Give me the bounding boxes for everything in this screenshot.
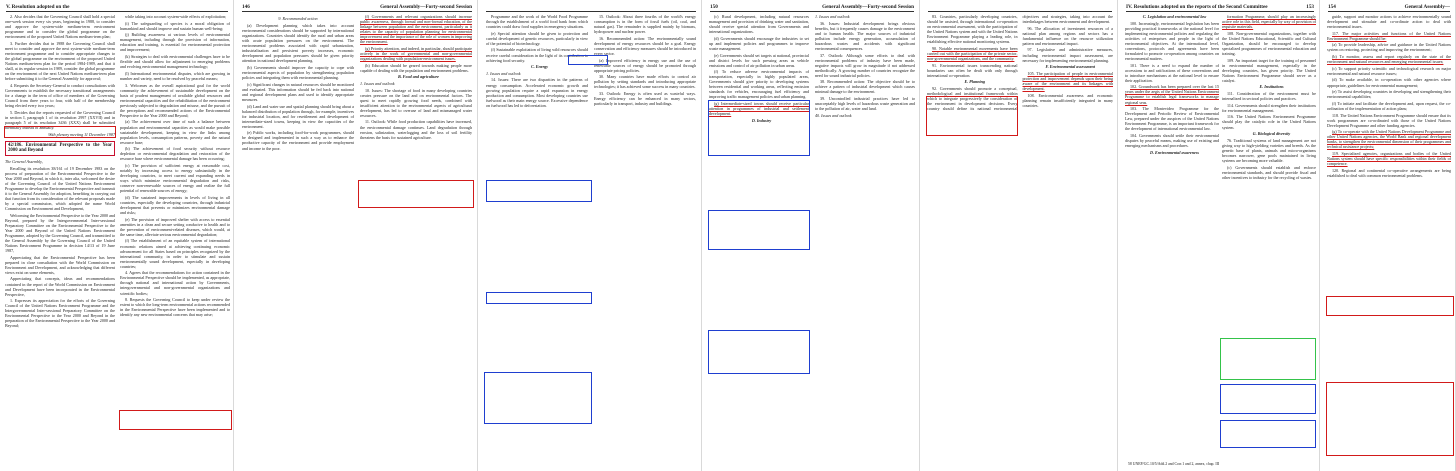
paragraph: 96. The allocation of investment resources of a national plan among regions and sectors has a fundamental influence on the resource utilization pattern and environmental impact. [1022,25,1113,46]
paragraph: 37. Outlook: Although some efforts to deal with environmental problems of industry have been made, negative impacts will grow in magnitude if not addressed methodically. A growing number of countries recognize the need for sound industrial policies. [815,52,915,78]
paragraph: 15. Outlook: About three fourths of the world's energy consumption is in the form of fossil fuels (oil, coal, and natural gas). The remainder is supplied mainly by biomass, hydropower and nuclear power. [594,14,696,35]
header-right: General Assembly—Forty-second Session [822,3,914,10]
page-header [928,2,1112,12]
paragraph: (d) To make available, in co-operation with other agencies where appropriate, guidelines for environmental management; [1327,77,1451,88]
subheading: 9. Recommended action [278,16,318,21]
paragraph: (c) To support priority scientific and technological research on major environmental and natural resource issues; [1327,65,1451,76]
page-150 [704,0,920,471]
paragraph: (c) The provision of sufficient energy at reasonable cost, notably by increasing access to energy substantially in the developing countries, to meet current and expanding needs in ways which minimize environmental degradation and risks, conserve non-renewable sources of energy and realize the full potential of renewable sources of energy; [120,163,230,194]
subheading: 1. Issues and outlook [486,70,521,76]
paragraph: while taking into account system-wide effects of exploitation; [125,14,227,19]
column-left [242,14,472,467]
section-heading: D. Industry [751,117,772,123]
paragraph: (h) Education should be geared towards making people more capable of dealing with the population and environment problems. [360,62,472,73]
paragraph: 39. Uncontrolled industrial practices have led to unacceptably high levels of hazardous waste generation and to the pollution of air, water and land. [815,96,915,112]
paragraph: guide, support and monitor actions to achieve environmentally sound development and stimulate and co-ordinate action to deal with environmental issues. [1327,14,1451,30]
paragraph: 38. Recommended action: The objective should be to achieve a pattern of industrial development which causes minimal damage to the environment. [815,79,915,95]
paragraph: (g) Priority attention, and indeed, in particular, should participate actively in the work of governmental and non-governmental organizations dealing with population-environment issues. [360,45,472,61]
paragraph: 76. Traditional systems of land management are not giving way to high-yielding varieties and breeds. As the genetic base of plants, animals and micro-organisms becomes narrower, gene pools maintained in living systems are becoming more valuable. [1222,137,1316,163]
page-146 [236,0,478,471]
page-154 [1322,0,1456,471]
column-main [486,14,696,467]
paragraph: (c) Governments should establish and enforce environmental standards, and should provide fiscal and other incentives to industry for the recycling of wastes. [1222,164,1316,180]
resolution-title: 42/186. Environmental Perspective to the Year 2000 and Beyond [5,141,115,156]
column-right [1222,14,1316,467]
paragraph: 91. Environmental issues transcending national boundaries can often be dealt with only through international co-operation. [927,62,1018,78]
paragraph: 103. The Montevideo Programme for the Development and Periodic Review of Environmental Law, prepared under the auspices of the United Nations Environment Programme, is an important framework for the development of international environmental law. [1125,106,1219,132]
paragraph: (f) Governments and relevant organizations should increase public awareness, through formal and non-formal education, of the linkage between population and the environment, particularly as it relates to the capacity of population planning for environmental improvement and the importance of the role of women in improving the environment. [360,14,472,45]
paragraph: (l) International environmental disputes, which are growing in number and variety, need to be resolved by peaceful means; [120,70,230,81]
plenary-meeting-line: 96th plenary meeting 11 December 1987 [48,131,115,137]
paragraph: 83. Countries, particularly developing countries, should be assisted, through international co-operation on environmental assessment, with the participation of the United Nations system and with the United Nations Environment Programme playing a leading role, in establishing effective national monitoring systems. [927,14,1018,45]
paragraph: (d) Governments should encourage the industries to set up and implement policies and programmes to improve waste management. [709,35,809,51]
paragraph: (d) Land and water use and spatial planning should bring about a balanced distribution of population through, for example, incentives for industrial location, and for resettlement and development of intermediate-sized towns, keeping in view the capacities of the environment. [242,103,354,129]
paragraph: 114. Governments should strengthen their institutions for environmental management. [1222,102,1316,113]
page-number: 154 [1328,3,1336,10]
section-heading: E. Planning [964,79,985,85]
paragraph: 117. The major activities and functions of the United Nations Environment Programme should be: [1327,30,1451,41]
page-number: 153 [1306,3,1314,10]
page-header [710,2,914,12]
paragraph: (k) Strategies to deal with environmental challenges have to be flexible and should allow for adjustment to emerging problems and evolving environmental management technology; [120,54,230,70]
paragraph: (f) To reduce adverse environmental impacts of transportation, especially in highly populated areas, Governments should give priority to developing systems between residential and working areas, reflecting emission standards for vehicles, encouraging fuel efficiency and improving traffic management policies and urban planning. [709,69,809,100]
column-left [5,14,115,467]
header-left: V. Resolution adopted on the [6,3,70,10]
paragraph: (f) Sustainable exploitation of living wild resources should receive careful consideration in the light of its contribution to achieving food security. [486,47,588,63]
paragraph: 1. Expresses its appreciation for the efforts of the Governing Council of the United Nations Environment Programme and the Intergovernmental Inter-sessional Preparatory Committee on the Environmental Perspective to the Year 2000 and Beyond in the preparation of the Environmental Perspective to the Year 2000 and Beyond; [5,298,115,329]
paragraph: (a) Development planning which takes into account environmental considerations should be supported by international organizations. Countries should identify the rural and urban areas with acute population pressures on the environment. The environmental problems associated with rapid urbanization, industrialization and persistent poverty increases, economic development and population pressures should be given priority attention in national development planning. [242,23,354,64]
page-147 [480,0,702,471]
paragraph: 4. Agrees that the recommendations for action contained in the Environmental Perspective should be implemented, as appropriate, through national and international action by Governments, intergovernmental and non-governmental organizations and scientific bodies; [120,270,230,296]
column-right [120,14,230,467]
paragraph: (e) To assist developing countries in developing and strengthening their environmental capabilities; [1327,89,1451,100]
paragraph: 108. Non-governmental organizations, together with the United Nations Educational, Scientific and Cultural Organization, should be encouraged to develop specialized programmes of environmental education and training. [1222,30,1316,56]
paragraph: (e) The provision of improved shelter with access to essential amenities in a clean and secure setting conducive to health and to the prevention of environment-related diseases, which would, at the same time, alleviate serious environmental degradation; [120,216,230,237]
paragraph: (f) To initiate and facilitate the development and, upon request, the co-ordination of the implementation of action plans; [1327,100,1451,111]
paragraph: The General Assembly, [5,159,43,165]
paragraph: 105. The participation of people in environmental protection and improvement depends upon their being aware of the environment and its linkages with development. [1022,70,1113,91]
paragraph: 10. Issues: The shortage of food in many developing countries creates pressure on the land and on environmental factors. The quest to meet rapidly growing food needs, combined with insufficient attention to the environmental aspects of agricultural development, has led to overuse of land and mismanaged water resources. [360,87,472,118]
paragraph: 3. Welcomes as the overall aspirational goal for the world community the achievement of sustainable development on the basis of prudent management of available global resources and environmental capacities and the rehabilitation of the environment previously subjected to degradation and misuse, and the pursuit of the perceptions and recommended actions of the Environmental Perspective to the Year 2000 and Beyond; [120,82,230,118]
paragraph: 102. Groundwork has been prepared over the last 15 years under the aegis of the United Nations Environment Programme to establish legal frameworks to manage regional seas. [1125,84,1219,105]
paragraph: Appreciating that the Environmental Perspective has been prepared in close consultation with the World Commission on Environment and Development, and acknowledging that different views exist on some elements, [5,254,115,275]
paragraph: (e) Public works, including food-for-work programmes, should be designed and implemented in such a way as to enhance the productive capacity of the environment and provide employment and income to the poor. [242,130,354,151]
subheading: 40. Issues and outlook [815,112,852,118]
paragraph: 30. Many countries have made efforts to control air pollution by setting standards and introducing appropriate technologies; it has achieved some success in many countries. [594,74,696,90]
paragraph: 109. An important target for the training of personnel in environmental management, especially in the developing countries, has given priority. The United Nations Environment Programme should serve as a catalyst. [1222,57,1316,83]
paragraph: 104. Governments should settle their environmental disputes by peaceful means, making use of existing and emerging mechanisms and procedures. [1125,133,1219,149]
paragraph: 120. Regional and continental co-operative arrangements are being established to deal with common environmental problems. [1327,167,1451,178]
paragraph: (f) The establishment of an equitable system of international economic relations aimed at achieving continuing economic advancement for all States based on principles recognized by the international community, in order to stimulate and sustain environmentally sound development, especially in developing countries; [120,238,230,269]
paragraph: (d) The sustained improvements in levels of living in all countries, especially the developing countries, through industrial development that prevents or minimizes environmental damage and risks; [120,194,230,216]
page-number: 150 [710,3,718,10]
paragraph: (a) To provide leadership, advice and guidance in the United Nations system on restoring, protecting and improving the environment; [1327,42,1451,53]
paragraph: 8. Requests the Governing Council to keep under review the extent to which the long-term environmental actions recommended in the Environmental Perspective have been implemented and to identify any new environmental concerns that may arise; [120,297,230,318]
paragraph: Welcoming the Environmental Perspective to the Year 2000 and Beyond, prepared by the Intergovernmental Inter-sessional Preparatory Committee on the Environmental Perspective to the Year 2000 and Beyond of the United Nations Environment Programme, adopted by the Governing Council, and transmitted to the General Assembly by the Governing Council of the United Nations Environment Programme in decision 14/13 of 19 June 1987, [5,212,115,254]
subheading: 1. Issues and outlook [360,80,395,86]
page-number: 146 [242,3,250,10]
page-header [1328,2,1450,12]
paragraph: 108. Environmental awareness and economic planning remain insufficiently integrated in many countries. [1022,92,1113,108]
paragraph: 36. Issues: Industrial development brings obvious benefits, but it frequently causes damage to the environment and to human health. The major sources of industrial pollution include energy generation, accumulation of hazardous wastes and accidents with significant environmental consequences. [815,20,915,51]
paragraph: 2. Also decides that the Governing Council shall hold a special one-week session every six years, beginning in 1988, to consider and approve the system-wide medium-term environment programme and to consider the global programme on the environment of the proposed United Nations medium-term plan; [5,14,115,40]
paragraph: (e) Governments should set targets at national, provincial and district levels for such pressing areas as vehicle emissions and control of air pollution in urban areas. [709,52,809,68]
page-header [242,2,472,12]
section-heading: C. Energy [530,64,549,70]
paragraph: 97. Legislative and administrative measures, including environmental impact assessment, are necessary for implementing environmental planning. [1022,47,1113,63]
paragraph: (c) Rural development, including natural resources management and provision of drinking water and sanitation, should receive special attention from Governments and international organizations. [709,14,809,35]
paragraph: 101. There is a need to expand the number of accessions to and ratifications of these conventions and to introduce mechanisms at the national level to ensure their application. [1125,62,1219,83]
paragraph: (b) The achievement of food security without resource depletion or environmental degradation and restoration of the resource base where environmental damage has been occurring; [120,146,230,162]
column-main [709,14,915,467]
header-right: General Assembly—Forty-second Session [380,3,472,10]
paragraph: 14. Issues: There are two disparities in the patterns of energy consumption. Accelerated economic growth and growing population require a rapid expansion in energy production and consumption. Most developing countries use fuelwood as their main energy source. Excessive dependence on fuelwood has led to deforestation. [486,77,588,108]
paragraph: 5. Decides that the reports requested of the Governing Council in section I, paragraph 1 of its resolution 2997 (XXVII) and in paragraph 5 of its resolution 3436 (XXX) shall be submitted biennially instead of annually. [5,109,115,130]
column-main [1327,14,1451,467]
paragraph: 11. Outlook: While food production capabilities have increased, the environmental damage continues. Land degradation through erosion, salinization, waterlogging and the loss of soil fertility threatens the basis for sustained agriculture. [360,119,472,140]
paragraph: Appreciating that concepts, ideas and recommendations contained in the report of the World Commission on Environment and Development have been incorporated in the Environmental Perspective, [5,276,115,297]
paragraph: 116. The United Nations Environment Programme should play the catalytic role in the United Nations system. [1222,114,1316,130]
paragraph: 90. Notable environmental movements have been carried out with the participation of the private sector, non-governmental organizations, and the community. [927,45,1018,61]
header-left: IV. Resolutions adopted on the reports of the Second Committee [1126,3,1268,10]
footnote: 58 UNEP/GC.10/5/Add.2 and Corr.1 and 2, annex, chap. III [1128,462,1220,466]
section-heading: C. Legislation and environmental law [1142,14,1207,19]
page-151 [922,0,1118,471]
section-heading: E. Institutions [1259,84,1284,90]
paragraph: 100. Increasingly, environmental legislation has been providing practical frameworks at the national level for implementing environmental policies and regulating the activities of enterprises and people in the light of environmental objectives. At the international level, conventions, protocols and agreements have been formulated to promote co-operation among countries on environmental matters. [1125,20,1219,61]
section-heading: D. Environmental awareness [1149,149,1200,155]
paragraph: 16. Recommended action: The environmentally sound development of energy resources should be a goal. Energy conservation and efficiency measures should be introduced in every sector. [594,35,696,56]
header-right: General Assembly— [1404,3,1450,10]
section-heading: G. Biological diversity [1252,131,1291,137]
paragraph: formation Programme, should play an increasingly active role in this field, especially by way of provision of requisite materials. [1222,14,1316,30]
subheading: 1. Issues and outlook [815,14,850,19]
column-left [1125,14,1219,467]
page-header [1126,2,1314,12]
section-heading: F. Environmental assessment [1045,64,1095,70]
page-header [6,2,228,12]
paragraph: (i) The safeguarding of species is a moral obligation of humankind and should improve and sustain human well-being; [120,20,230,31]
paragraph: (j) Building awareness at various levels of environmental management, including through the provision of information, education and training, is essential for environmental protection and improvement; [120,32,230,53]
paragraph: (g) To co-operate with the United Nations Development Programme and other United Nations agencies, the World Bank and regional development banks, to strengthen the environmental dimension of their programmes and technical assistance projects; [1327,129,1451,150]
page-header [486,2,696,12]
paragraph: (c) Significant changes in natural resources should be monitored and evaluated. This information should be fed back into national and regional development plans and used to identify appropriate measures. [242,81,354,102]
paragraph: (b) To monitor, assess and report regularly on the state of the environment and natural resources and emerging environmental issues; [1327,54,1451,65]
paragraph: Programme and the work of the World Food Programme through the establishment of a world food bank from which countries could draw food supplies in emergency situations. [486,14,588,30]
paragraph: 119. Specialized agencies, organizations and bodies of the United Nations system should have specific responsibilities within their fields of competence. [1327,151,1451,167]
page-142 [0,0,234,471]
paragraph: (a) Improved efficiency in energy use and the use of renewable sources of energy should be promoted through appropriate pricing policies. [594,57,696,73]
paragraph: 118. The United Nations Environment Programme should ensure that its work programmes are co-ordinated with those of the United Nations Development Programme and other funding agencies. [1327,112,1451,128]
paragraph: (g) Intermediate-sized towns should receive particular attention in programmes of industrial and settlement development. [709,101,809,117]
paragraph: 111. Consideration of the environment must be internalized in sectoral policies and practices. [1222,91,1316,102]
paragraph: 4. Requests the Secretary-General to conduct consultations with Governments to establish the necessary transitional arrangements for a change in the term of office of members of the Governing Council from three years to four, with half of the membership being elected every two years; [5,82,115,108]
paragraph: 33. Outlook: Energy is often used as wasteful ways. Energy efficiency can be enhanced in many sectors, particularly in transport, industry and buildings. [594,91,696,107]
column-main [927,14,1113,467]
section-heading: B. Food and agriculture [398,74,439,80]
paragraph: (b) Governments should improve the capacity to cope with environmental aspects of population by strengthening population policies and integrating them with environmental planning. [242,65,354,81]
paragraph: (e) Special attention should be given to protection and careful development of genetic resources, particularly in view of the potential of biotechnology. [486,30,588,46]
paragraph: 92. Governments should promote a conceptual, methodological and institutional framework within which to integrate progressively the consideration of the environment in development decisions. Every country should define its national environmental objectives and strategies, taking into account the interlinkages between environment and development. [927,14,1113,112]
page-153 [1120,0,1320,471]
paragraph: (a) The achievement over time of such a balance between population and environmental capacities as would make possible sustainable development, keeping in view the links among population levels, consumption patterns, poverty and the natural resource base; [120,119,230,145]
paragraph: Recalling its resolution 38/161 of 19 December 1983 on the process of preparation of the Environmental Perspective to the Year 2000 and Beyond, in which it, inter alia, welcomed the desire of the Governing Council of the United Nations Environment Programme to develop the Environmental Perspective and transmit it to the General Assembly for adoption, benefiting in carrying out that function from its consideration of the relevant proposals made by a special commission, which adopted the name World Commission on Environment and Development, [5,165,115,212]
paragraph: 3. Further decides that in 1988 the Governing Council shall meet to consider and approve the next system-wide medium-term environment programme and to consider appropriate changes to the global programme on the environment of the proposed United Nations medium-term plan for the period 1984-1989, and that it shall, at its regular session in 1989, consider the global programme on the environment of the next United Nations medium-term plan before submitting it to the General Assembly for approval; [5,40,115,82]
